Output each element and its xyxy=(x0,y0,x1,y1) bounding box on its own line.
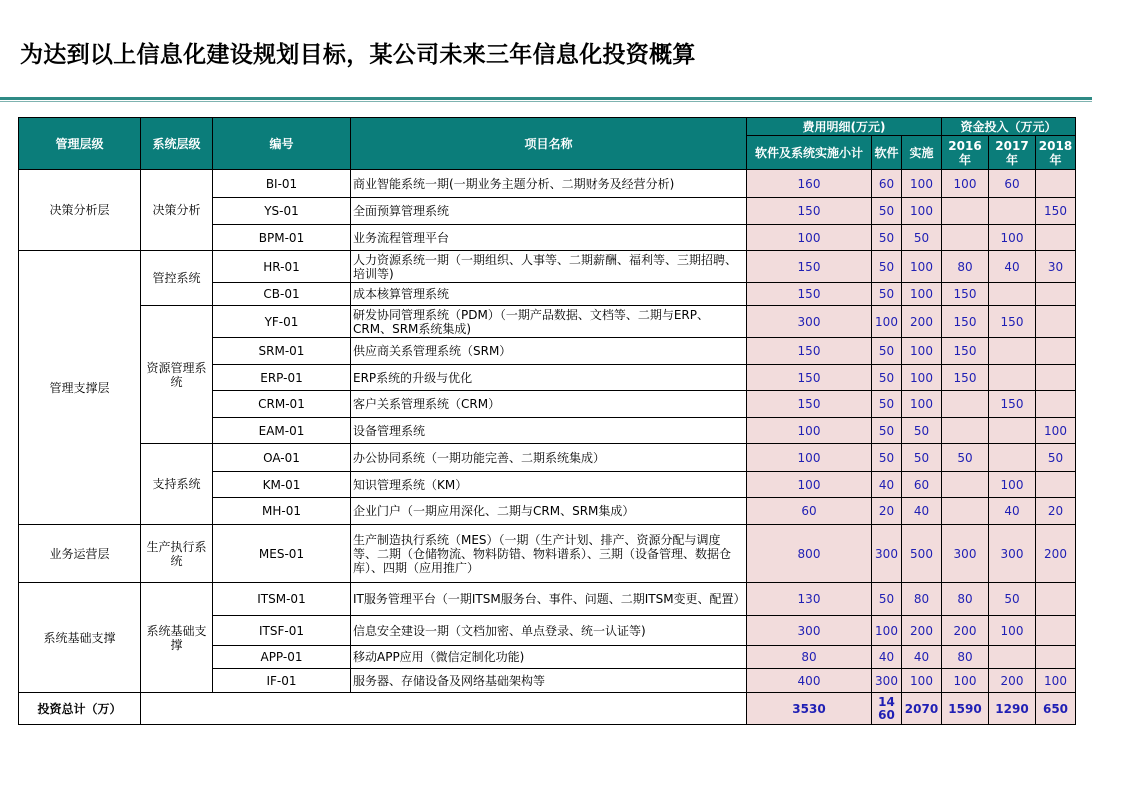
row-subtotal: 100 xyxy=(747,444,872,472)
row-2017 xyxy=(989,365,1036,391)
row-impl: 200 xyxy=(902,306,942,338)
group-decision: 决策分析层 xyxy=(19,170,141,251)
row-name: 成本核算管理系统 xyxy=(351,283,747,306)
row-impl: 50 xyxy=(902,444,942,472)
total-2018: 650 xyxy=(1036,693,1076,725)
row-impl: 40 xyxy=(902,646,942,669)
row-2018: 200 xyxy=(1036,525,1076,583)
row-name: 商业智能系统一期(一期业务主题分析、二期财务及经营分析) xyxy=(351,170,747,198)
subgroup-resource: 资源管理系统 xyxy=(141,306,213,444)
total-2016: 1590 xyxy=(942,693,989,725)
row-name: 研发协同管理系统（PDM）（一期产品数据、文档等、二期与ERP、CRM、SRM系统集成) xyxy=(351,306,747,338)
header-2016: 2016年 xyxy=(942,136,989,170)
subgroup-decision-analysis: 决策分析 xyxy=(141,170,213,251)
group-management: 管理支撑层 xyxy=(19,251,141,525)
row-2017: 100 xyxy=(989,616,1036,646)
row-2016: 50 xyxy=(942,444,989,472)
row-impl: 100 xyxy=(902,338,942,365)
header-level: 管理层级 xyxy=(19,118,141,170)
row-software: 20 xyxy=(872,498,902,525)
header-implementation: 实施 xyxy=(902,136,942,170)
row-impl: 100 xyxy=(902,283,942,306)
row-code: MH-01 xyxy=(213,498,351,525)
group-operations: 业务运营层 xyxy=(19,525,141,583)
row-software: 50 xyxy=(872,391,902,418)
subgroup-production: 生产执行系统 xyxy=(141,525,213,583)
row-2017: 100 xyxy=(989,225,1036,251)
row-name: 业务流程管理平台 xyxy=(351,225,747,251)
header-2017: 2017年 xyxy=(989,136,1036,170)
row-2017: 150 xyxy=(989,391,1036,418)
row-2018 xyxy=(1036,472,1076,498)
row-2018 xyxy=(1036,306,1076,338)
row-2017: 60 xyxy=(989,170,1036,198)
row-2016: 100 xyxy=(942,669,989,693)
row-subtotal: 150 xyxy=(747,283,872,306)
header-project-name: 项目名称 xyxy=(351,118,747,170)
row-impl: 80 xyxy=(902,583,942,616)
row-software: 300 xyxy=(872,669,902,693)
row-name: 企业门户（一期应用深化、二期与CRM、SRM集成） xyxy=(351,498,747,525)
row-name: 客户关系管理系统（CRM） xyxy=(351,391,747,418)
row-subtotal: 100 xyxy=(747,472,872,498)
row-code: EAM-01 xyxy=(213,418,351,444)
row-impl: 200 xyxy=(902,616,942,646)
header-code: 编号 xyxy=(213,118,351,170)
row-subtotal: 160 xyxy=(747,170,872,198)
row-subtotal: 150 xyxy=(747,198,872,225)
row-code: YS-01 xyxy=(213,198,351,225)
row-2018: 100 xyxy=(1036,418,1076,444)
row-software: 100 xyxy=(872,616,902,646)
row-code: MES-01 xyxy=(213,525,351,583)
total-software: 1460 xyxy=(872,693,902,725)
row-code: BI-01 xyxy=(213,170,351,198)
header-cost-group: 费用明细(万元) xyxy=(747,118,942,136)
row-subtotal: 300 xyxy=(747,616,872,646)
row-2016 xyxy=(942,225,989,251)
row-code: CB-01 xyxy=(213,283,351,306)
row-2018 xyxy=(1036,365,1076,391)
row-software: 50 xyxy=(872,444,902,472)
row-subtotal: 60 xyxy=(747,498,872,525)
row-software: 50 xyxy=(872,198,902,225)
row-subtotal: 150 xyxy=(747,251,872,283)
row-2017 xyxy=(989,646,1036,669)
row-code: OA-01 xyxy=(213,444,351,472)
total-impl: 2070 xyxy=(902,693,942,725)
row-2017: 50 xyxy=(989,583,1036,616)
row-name: 办公协同系统（一期功能完善、二期系统集成） xyxy=(351,444,747,472)
header-fund-group: 资金投入（万元） xyxy=(942,118,1076,136)
row-2016: 300 xyxy=(942,525,989,583)
row-2017 xyxy=(989,338,1036,365)
header-system-level: 系统层级 xyxy=(141,118,213,170)
subgroup-control: 管控系统 xyxy=(141,251,213,306)
total-2017: 1290 xyxy=(989,693,1036,725)
row-name: IT服务管理平台（一期ITSM服务台、事件、问题、二期ITSM变更、配置） xyxy=(351,583,747,616)
row-name: 服务器、存储设备及网络基础架构等 xyxy=(351,669,747,693)
row-name: 移动APP应用（微信定制化功能) xyxy=(351,646,747,669)
row-subtotal: 100 xyxy=(747,418,872,444)
row-software: 50 xyxy=(872,283,902,306)
row-2016 xyxy=(942,198,989,225)
total-label: 投资总计（万） xyxy=(19,693,141,725)
subgroup-base: 系统基础支撑 xyxy=(141,583,213,693)
row-2016: 100 xyxy=(942,170,989,198)
title-divider-thin xyxy=(0,101,1092,102)
row-impl: 100 xyxy=(902,170,942,198)
row-2017: 300 xyxy=(989,525,1036,583)
header-2018: 2018年 xyxy=(1036,136,1076,170)
subgroup-support: 支持系统 xyxy=(141,444,213,525)
row-2017 xyxy=(989,418,1036,444)
row-2017: 200 xyxy=(989,669,1036,693)
row-code: KM-01 xyxy=(213,472,351,498)
row-software: 40 xyxy=(872,472,902,498)
row-software: 50 xyxy=(872,225,902,251)
row-2018: 100 xyxy=(1036,669,1076,693)
row-2018 xyxy=(1036,616,1076,646)
row-software: 100 xyxy=(872,306,902,338)
row-code: BPM-01 xyxy=(213,225,351,251)
row-2016: 150 xyxy=(942,306,989,338)
row-subtotal: 400 xyxy=(747,669,872,693)
row-2016: 80 xyxy=(942,251,989,283)
row-subtotal: 80 xyxy=(747,646,872,669)
row-2016: 200 xyxy=(942,616,989,646)
row-impl: 40 xyxy=(902,498,942,525)
row-subtotal: 150 xyxy=(747,391,872,418)
row-2017: 150 xyxy=(989,306,1036,338)
row-2016: 150 xyxy=(942,338,989,365)
row-impl: 100 xyxy=(902,669,942,693)
row-2016 xyxy=(942,472,989,498)
row-2016 xyxy=(942,418,989,444)
row-impl: 50 xyxy=(902,225,942,251)
row-subtotal: 100 xyxy=(747,225,872,251)
row-name: 知识管理系统（KM） xyxy=(351,472,747,498)
row-2018: 150 xyxy=(1036,198,1076,225)
row-2017 xyxy=(989,283,1036,306)
row-software: 50 xyxy=(872,418,902,444)
row-code: ITSF-01 xyxy=(213,616,351,646)
row-2017 xyxy=(989,198,1036,225)
row-impl: 100 xyxy=(902,251,942,283)
header-subtotal: 软件及系统实施小计 xyxy=(747,136,872,170)
row-name: 人力资源系统一期（一期组织、人事等、二期薪酬、福利等、三期招聘、培训等) xyxy=(351,251,747,283)
row-2018: 20 xyxy=(1036,498,1076,525)
row-code: CRM-01 xyxy=(213,391,351,418)
row-name: ERP系统的升级与优化 xyxy=(351,365,747,391)
row-impl: 500 xyxy=(902,525,942,583)
row-2017 xyxy=(989,444,1036,472)
header-software: 软件 xyxy=(872,136,902,170)
row-subtotal: 300 xyxy=(747,306,872,338)
row-software: 40 xyxy=(872,646,902,669)
row-code: APP-01 xyxy=(213,646,351,669)
row-code: SRM-01 xyxy=(213,338,351,365)
row-2016: 80 xyxy=(942,646,989,669)
investment-table xyxy=(18,117,1076,725)
row-code: HR-01 xyxy=(213,251,351,283)
row-2018 xyxy=(1036,583,1076,616)
row-2017: 40 xyxy=(989,251,1036,283)
row-2018 xyxy=(1036,283,1076,306)
row-code: ITSM-01 xyxy=(213,583,351,616)
row-name: 供应商关系管理系统（SRM） xyxy=(351,338,747,365)
row-impl: 100 xyxy=(902,391,942,418)
row-2016 xyxy=(942,498,989,525)
row-code: YF-01 xyxy=(213,306,351,338)
row-software: 50 xyxy=(872,365,902,391)
row-code: ERP-01 xyxy=(213,365,351,391)
total-subtotal: 3530 xyxy=(747,693,872,725)
row-impl: 60 xyxy=(902,472,942,498)
row-code: IF-01 xyxy=(213,669,351,693)
row-2017: 40 xyxy=(989,498,1036,525)
row-2018: 50 xyxy=(1036,444,1076,472)
row-2018: 30 xyxy=(1036,251,1076,283)
row-name: 设备管理系统 xyxy=(351,418,747,444)
row-name: 生产制造执行系统（MES）（一期（生产计划、排产、资源分配与调度等、二期（仓储物流、物料防错、物料谱系）、三期（设备管理、数据仓库）、四期（应用推广） xyxy=(351,525,747,583)
row-software: 50 xyxy=(872,251,902,283)
total-blank xyxy=(141,693,747,725)
row-software: 300 xyxy=(872,525,902,583)
row-2017: 100 xyxy=(989,472,1036,498)
row-2016: 150 xyxy=(942,365,989,391)
row-impl: 100 xyxy=(902,365,942,391)
row-2018 xyxy=(1036,170,1076,198)
row-software: 50 xyxy=(872,338,902,365)
row-name: 信息安全建设一期（文档加密、单点登录、统一认证等) xyxy=(351,616,747,646)
row-impl: 50 xyxy=(902,418,942,444)
row-2016: 150 xyxy=(942,283,989,306)
row-2016: 80 xyxy=(942,583,989,616)
group-infrastructure: 系统基础支撑 xyxy=(19,583,141,693)
title-divider xyxy=(0,97,1092,100)
row-subtotal: 130 xyxy=(747,583,872,616)
row-subtotal: 150 xyxy=(747,365,872,391)
row-software: 60 xyxy=(872,170,902,198)
row-name: 全面预算管理系统 xyxy=(351,198,747,225)
row-2018 xyxy=(1036,646,1076,669)
row-impl: 100 xyxy=(902,198,942,225)
row-2018 xyxy=(1036,225,1076,251)
row-software: 50 xyxy=(872,583,902,616)
row-2016 xyxy=(942,391,989,418)
row-2018 xyxy=(1036,338,1076,365)
page-title: 为达到以上信息化建设规划目标，某公司未来三年信息化投资概算 xyxy=(20,42,696,68)
row-2018 xyxy=(1036,391,1076,418)
row-subtotal: 150 xyxy=(747,338,872,365)
row-subtotal: 800 xyxy=(747,525,872,583)
